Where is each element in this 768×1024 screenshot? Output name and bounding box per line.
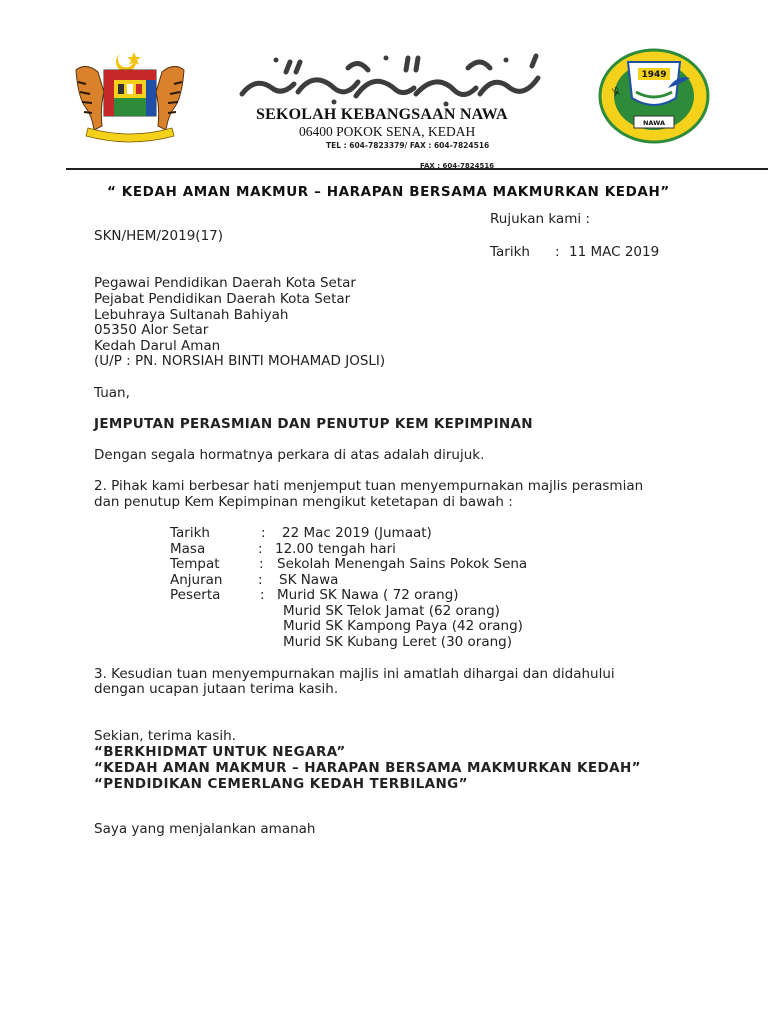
school-name: SEKOLAH KEBANGSAAN NAWA xyxy=(256,106,508,123)
reference-number: SKN/HEM/2019(17) xyxy=(94,228,224,244)
badge-year: 1949 xyxy=(641,70,667,80)
event-place-label: Tempat xyxy=(170,556,220,572)
school-contact: TEL : 604-7823379/ FAX : 604-7824516 xyxy=(326,141,490,150)
reference-label: Rujukan kami : xyxy=(490,211,590,227)
closing-slogan: “BERKHIDMAT UNTUK NEGARA” xyxy=(94,744,346,760)
badge-ribbon: NAWA xyxy=(642,119,666,127)
recipient-line: 05350 Alor Setar xyxy=(94,322,209,338)
event-time-colon: : xyxy=(258,541,263,557)
sign-off: Saya yang menjalankan amanah xyxy=(94,821,316,837)
event-date-label: Tarikh xyxy=(170,525,210,541)
paragraph-2-line: 2. Pihak kami berbesar hati menjemput tuan menyempurnakan majlis perasmian xyxy=(94,478,644,494)
date-label: Tarikh xyxy=(490,244,530,260)
event-time-value: 12.00 tengah hari xyxy=(275,541,396,557)
closing-slogan: “PENDIDIKAN CEMERLANG KEDAH TERBILANG” xyxy=(94,776,468,792)
date-colon: : xyxy=(555,244,560,260)
letterhead-divider xyxy=(66,168,768,170)
school-address: 06400 POKOK SENA, KEDAH xyxy=(299,124,476,139)
date-value: 11 MAC 2019 xyxy=(569,244,660,260)
letter-subject: JEMPUTAN PERASMIAN DAN PENUTUP KEM KEPIMPINAN xyxy=(94,416,533,432)
recipient-line: Lebuhraya Sultanah Bahiyah xyxy=(94,307,289,323)
recipient-line: (U/P : PN. NORSIAH BINTI MOHAMAD JOSLI) xyxy=(94,353,386,369)
paragraph-3-line: dengan ucapan jutaan terima kasih. xyxy=(94,681,339,697)
event-participants-colon: : xyxy=(260,587,265,603)
badge-side-text: SK xyxy=(610,85,621,98)
paragraph-3-line: 3. Kesudian tuan menyempurnakan majlis ini amatlah dihargai dan didahului xyxy=(94,666,615,682)
event-time-label: Masa xyxy=(170,541,206,557)
recipient-line: Pegawai Pendidikan Daerah Kota Setar xyxy=(94,275,356,291)
participant-item: Murid SK Kubang Leret (30 orang) xyxy=(283,634,513,650)
school-contact-overflow: FAX : 604-7824516 xyxy=(420,162,495,168)
event-date-colon: : xyxy=(261,525,266,541)
event-place-value: Sekolah Menengah Sains Pokok Sena xyxy=(277,556,528,572)
coat-of-arms-logo xyxy=(68,48,192,144)
event-participants-label: Peserta xyxy=(170,587,221,603)
state-motto: “ KEDAH AMAN MAKMUR – HARAPAN BERSAMA MAKMURKAN KEDAH” xyxy=(107,184,670,200)
event-place-colon: : xyxy=(259,556,264,572)
recipient-line: Pejabat Pendidikan Daerah Kota Setar xyxy=(94,291,351,307)
participant-item: Murid SK Kampong Paya (42 orang) xyxy=(283,618,523,634)
salutation: Tuan, xyxy=(94,385,130,401)
closing-slogan: “KEDAH AMAN MAKMUR – HARAPAN BERSAMA MAKMURKAN KEDAH” xyxy=(94,760,641,776)
closing-thanks: Sekian, terima kasih. xyxy=(94,728,236,744)
school-badge-logo xyxy=(598,48,710,146)
event-organizer-value: SK Nawa xyxy=(279,572,339,588)
participant-item: Murid SK Nawa ( 72 orang) xyxy=(277,587,459,603)
jawi-script-banner xyxy=(236,50,552,110)
recipient-line: Kedah Darul Aman xyxy=(94,338,221,354)
event-date-value: 22 Mac 2019 (Jumaat) xyxy=(282,525,432,541)
event-organizer-colon: : xyxy=(258,572,263,588)
event-organizer-label: Anjuran xyxy=(170,572,223,588)
intro-paragraph: Dengan segala hormatnya perkara di atas adalah dirujuk. xyxy=(94,447,485,463)
participant-item: Murid SK Telok Jamat (62 orang) xyxy=(283,603,500,619)
paragraph-2-line: dan penutup Kem Kepimpinan mengikut ketetapan di bawah : xyxy=(94,494,513,510)
